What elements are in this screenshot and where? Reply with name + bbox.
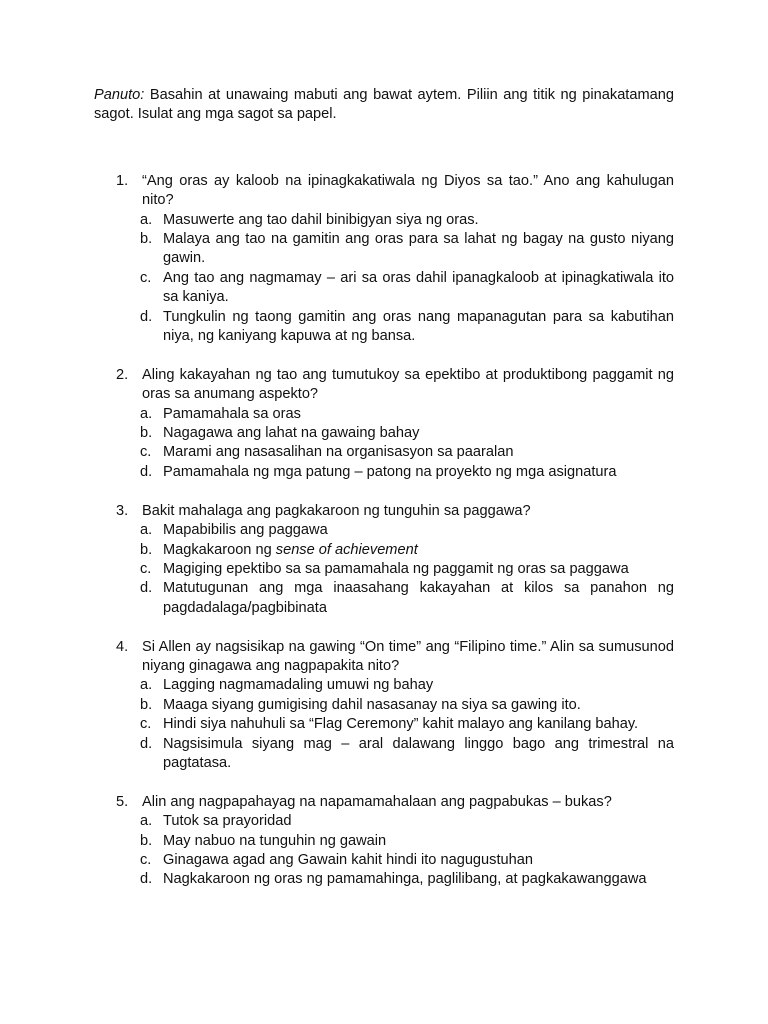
choice-text: Ang tao ang nagmamay – ari sa oras dahil ipanagkaloob at ipinagkatiwala ito sa kaniya. xyxy=(163,269,674,306)
choice-text: Matutugunan ang mga inaasahang kakayahan at kilos sa panahon ng pagdadalaga/pagbibinata xyxy=(163,580,674,616)
choice-text: Tungkulin ng taong gamitin ang oras nang mapanagutan para sa kabutihan niya, ng kaniyang kapuwa at ng bansa. xyxy=(163,308,674,345)
choice-5b xyxy=(142,832,674,851)
choice-letter: c. xyxy=(140,560,152,577)
choice-text: Masuwerte ang tao dahil binibigyan siya ng oras. xyxy=(163,211,479,228)
question-number: 3. xyxy=(116,502,129,519)
choice-letter: a. xyxy=(140,813,153,830)
choice-list xyxy=(142,211,674,347)
choice-5c xyxy=(142,851,674,870)
choice-text: Ginagawa agad ang Gawain kahit hindi ito nagugustuhan xyxy=(163,851,533,868)
choice-text: Magiging epektibo sa sa pamamahala ng paggamit ng oras sa paggawa xyxy=(163,560,629,577)
question-number: 5. xyxy=(116,793,129,810)
choice-text: Marami ang nasasalihan na organisasyon sa paaralan xyxy=(163,444,514,461)
question-4 xyxy=(94,638,674,774)
choice-text: May nabuo na tunguhin ng gawain xyxy=(163,832,387,849)
choice-letter: b. xyxy=(140,832,153,849)
choice-letter: c. xyxy=(140,269,152,286)
question-number: 4. xyxy=(116,638,129,655)
instructions-label: Panuto: xyxy=(94,87,145,103)
choice-letter: b. xyxy=(140,425,153,442)
choice-2a xyxy=(142,405,674,424)
question-list xyxy=(94,172,674,890)
choice-letter: c. xyxy=(140,444,152,461)
choice-letter: d. xyxy=(140,580,153,597)
choice-text: Pamamahala sa oras xyxy=(163,405,301,422)
choice-text: Hindi siya nahuhuli sa “Flag Ceremony” kahit malayo ang kanilang bahay. xyxy=(163,716,639,733)
question-number: 1. xyxy=(116,172,129,189)
choice-text: Nagagawa ang lahat na gawaing bahay xyxy=(163,425,420,442)
choice-3b xyxy=(142,541,674,560)
question-text: Bakit mahalaga ang pagkakaroon ng tunguhin sa paggawa? xyxy=(142,502,531,519)
choice-1c xyxy=(142,269,674,308)
choice-2c xyxy=(142,443,674,462)
question-text: Alin ang nagpapahayag na napamamahalaan ang pagpabukas – bukas? xyxy=(142,793,612,810)
choice-text: Magkakaroon ng xyxy=(163,541,276,558)
question-text: “Ang oras ay kaloob na ipinagkakatiwala ng Diyos sa tao.” Ano ang kahulugan nito? xyxy=(142,172,674,209)
choice-letter: b. xyxy=(140,541,153,558)
choice-3a xyxy=(142,521,674,540)
choice-text: Nagsisimula siyang mag – aral dalawang linggo bago ang trimestral na pagtatasa. xyxy=(163,735,674,771)
choice-italic-text: sense of achievement xyxy=(275,541,418,558)
choice-list xyxy=(142,812,674,890)
instructions-text: Basahin at unawaing mabuti ang bawat aytem. Piliin ang titik ng pinakatamang sagot. Isulat ang mga sagot sa papel. xyxy=(94,87,674,123)
choice-letter: d. xyxy=(140,735,153,752)
choice-letter: a. xyxy=(140,211,153,228)
choice-text: Maaga siyang gumigising dahil nasasanay na siya sa gawing ito. xyxy=(163,696,581,713)
question-5 xyxy=(94,793,674,890)
choice-2d xyxy=(142,463,674,482)
choice-1d xyxy=(142,308,674,347)
choice-1a xyxy=(142,211,674,230)
choice-text: Malaya ang tao na gamitin ang oras para sa lahat ng bagay na gusto niyang gawin. xyxy=(163,231,674,267)
choice-list xyxy=(142,521,674,618)
question-3 xyxy=(94,502,674,618)
choice-letter: d. xyxy=(140,308,153,325)
choice-letter: b. xyxy=(140,231,153,248)
choice-letter: a. xyxy=(140,677,153,694)
choice-letter: c. xyxy=(140,851,152,868)
choice-4a xyxy=(142,676,674,695)
choice-letter: d. xyxy=(140,871,153,888)
instructions-paragraph xyxy=(94,86,674,125)
choice-letter: b. xyxy=(140,696,153,713)
question-text: Aling kakayahan ng tao ang tumutukoy sa epektibo at produktibong paggamit ng oras sa anumang aspekto? xyxy=(142,366,674,403)
choice-text: Pamamahala ng mga patung – patong na proyekto ng mga asignatura xyxy=(163,463,617,480)
choice-text: Tutok sa prayoridad xyxy=(163,813,292,830)
choice-4d xyxy=(142,735,674,774)
choice-text: Nagkakaroon ng oras ng pamamahinga, paglilibang, at pagkakawanggawa xyxy=(163,871,647,888)
choice-1b xyxy=(142,230,674,269)
choice-letter: d. xyxy=(140,463,153,480)
question-text: Si Allen ay nagsisikap na gawing “On time” ang “Filipino time.” Alin sa sumusunod niyang ginagawa ang nagpapakita nito? xyxy=(142,638,674,674)
choice-3c xyxy=(142,560,674,579)
choice-list xyxy=(142,405,674,483)
choice-4c xyxy=(142,715,674,734)
choice-4b xyxy=(142,696,674,715)
choice-letter: a. xyxy=(140,522,153,539)
question-1 xyxy=(94,172,674,347)
choice-5a xyxy=(142,812,674,831)
choice-letter: c. xyxy=(140,716,152,733)
question-number: 2. xyxy=(116,366,129,383)
choice-list xyxy=(142,676,674,773)
choice-2b xyxy=(142,424,674,443)
choice-letter: a. xyxy=(140,405,153,422)
choice-text: Mapabibilis ang paggawa xyxy=(163,522,328,539)
choice-text: Lagging nagmamadaling umuwi ng bahay xyxy=(163,677,434,694)
question-2 xyxy=(94,366,674,482)
choice-3d xyxy=(142,579,674,618)
choice-5d xyxy=(142,870,674,889)
